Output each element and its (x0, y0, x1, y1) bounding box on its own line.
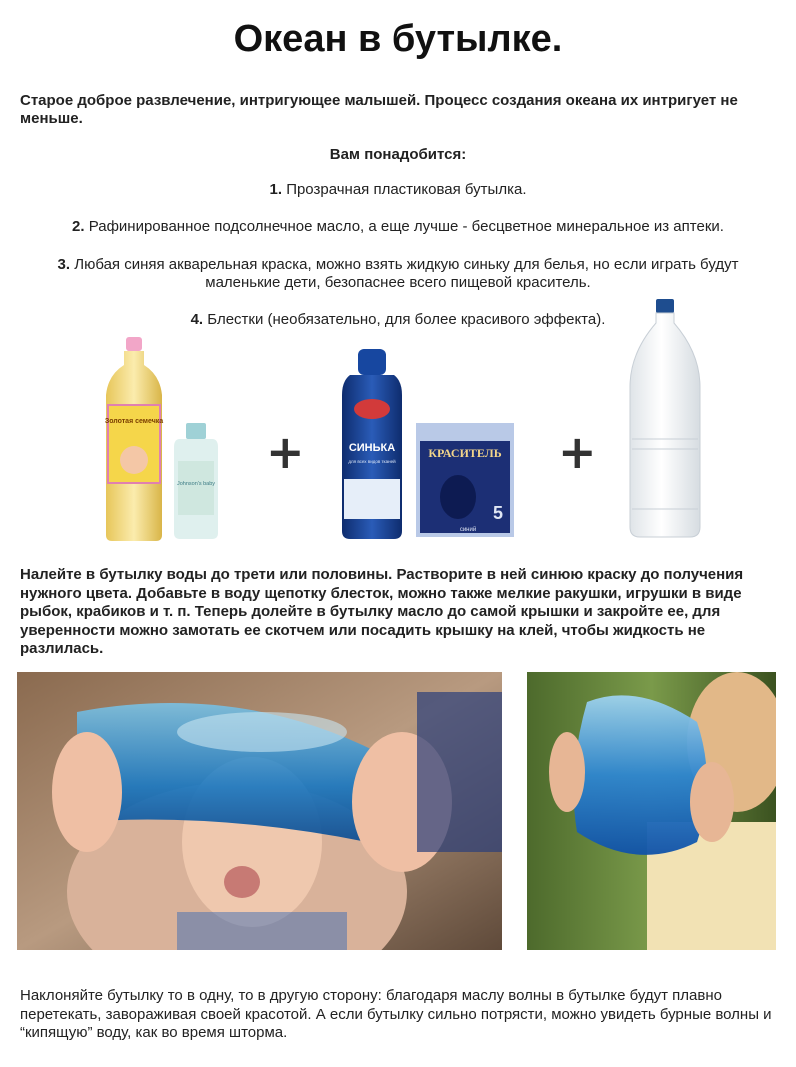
needs-heading: Вам понадобится: (329, 146, 467, 163)
products-illustration (0, 335, 796, 545)
sinka-bottle-image (336, 349, 408, 541)
sinka-sublabel: для всех видов тканей (348, 459, 396, 464)
dye-color: синий (459, 527, 477, 533)
item-number: 1. (269, 181, 283, 198)
sunflower-oil-bottle-image (100, 335, 168, 543)
child-with-bottle-photo-2 (527, 672, 776, 950)
baby-oil-bottle-image (170, 423, 222, 541)
item-number: 3. (57, 256, 71, 273)
needs-item-3 (20, 256, 776, 292)
item-text: Рафинированное подсолнечное масло, а еще лучше - бесцветное минеральное из аптеки. (88, 218, 724, 235)
intro-paragraph: Старое доброе развлечение, интригующее малышей. Процесс создания океана их интригует не меньше. (20, 92, 738, 127)
baby-oil-label: Johnson's baby (176, 481, 216, 487)
needs-item-2 (20, 218, 776, 236)
item-text: Блестки (необязательно, для более красивого эффекта). (207, 311, 606, 328)
needs-item-1 (20, 181, 776, 199)
sinka-label: СИНЬКА (348, 442, 396, 454)
item-text: Прозрачная пластиковая бутылка. (286, 181, 527, 198)
item-number: 4. (190, 311, 204, 328)
dye-label: КРАСИТЕЛЬ (428, 446, 502, 460)
plus-sign-1: + (266, 425, 305, 479)
plus-sign-2: + (558, 425, 597, 479)
dye-number: 5 (492, 503, 504, 523)
oil-label: Золотая семечка (104, 418, 164, 425)
page-title: Океан в бутылке. (233, 18, 563, 60)
plastic-bottle-image (626, 299, 704, 541)
child-with-bottle-photo-1 (17, 672, 502, 950)
item-number: 2. (72, 218, 85, 235)
instructions-paragraph: Налейте в бутылку воды до трети или половины. Растворите в ней синюю краску до получения нужного цвета. Добавьте в воду щепотку блесток, можно также мелкие ракушки, игрушки в виде рыбок, крабиков и т. п. Теперь долейте в бутылку масло до самой крышки и закройте ее, для уверенности можно замотать ее скотчем или посадить крышку на клей, чтобы жидкость не разлилась. (20, 566, 744, 657)
closing-paragraph: Наклоняйте бутылку то в одну, то в другую сторону: благодаря маслу волны в бутылке будут плавно перетекать, завораживая своей красотой. А если бутылку сильно потрясти, можно увидеть бурные волны и “кипящую” воду, как во время шторма. (20, 987, 772, 1041)
item-text: Любая синяя акварельная краска, можно взять жидкую синьку для белья, но если играть будут маленькие дети, безопаснее всего пищевой краситель. (74, 256, 739, 291)
dye-packet-image (416, 423, 514, 537)
